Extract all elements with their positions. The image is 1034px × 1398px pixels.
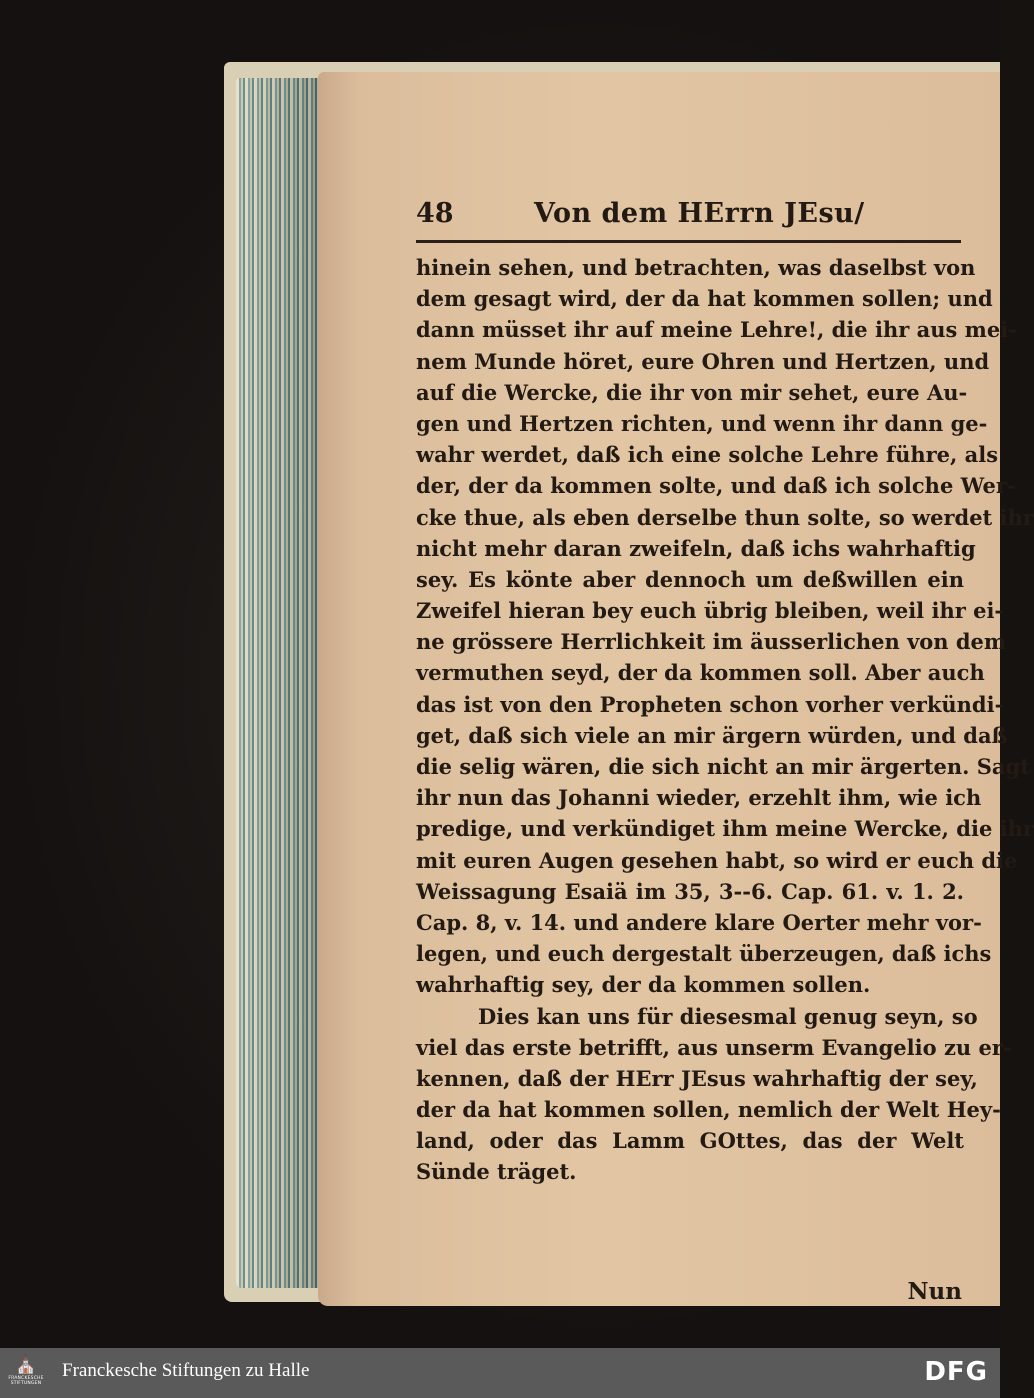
text-line: get, daß sich viele an mir ärgern würden, und daß (416, 722, 1008, 748)
text-line: der da hat kommen sollen, nemlich der Welt Hey- (416, 1097, 1001, 1123)
dfg-logo[interactable]: DFG (924, 1357, 988, 1387)
body-text (416, 252, 1034, 1188)
text-line: kennen, daß der HErr JEsus wahrhaftig der sey, (416, 1065, 978, 1091)
logo-text: FRANCKESCHE STIFTUNGEN (8, 1376, 44, 1386)
text-line: die selig wären, die sich nicht an mir ärgerten. Sagt (416, 754, 1030, 779)
text-line: vermuthen seyd, der da kommen soll. Aber auch (416, 660, 985, 686)
text-line: wahrhaftig sey, der da kommen sollen. (416, 972, 871, 998)
book-page (318, 72, 1034, 1306)
institution-name[interactable]: Franckesche Stiftungen zu Halle (62, 1360, 310, 1381)
text-line: Dies kan uns für diesesmal genug seyn, so (478, 1003, 978, 1029)
text-line: gen und Hertzen richten, und wenn ihr dann ge- (416, 410, 988, 436)
text-line: dann müsset ihr auf meine Lehre!, die ihr aus mei- (416, 317, 1017, 343)
text-line: Sünde träget. (416, 1159, 577, 1185)
text-line: ihr nun das Johanni wieder, erzehlt ihm, wie ich (416, 785, 982, 811)
text-line: Weissagung Esaiä im 35, 3--6. Cap. 61. v. 1. 2. (416, 878, 964, 904)
page-number: 48 (416, 198, 454, 229)
text-line: nem Munde höret, eure Ohren und Hertzen, und (416, 348, 990, 374)
text-line: Zweifel hieran bey euch übrig bleiben, weil ihr ei- (416, 598, 1004, 624)
catchword: Nun (907, 1278, 962, 1305)
institution-logo[interactable] (8, 1354, 44, 1392)
text-line: das ist von den Propheten schon vorher verkündi- (416, 691, 1004, 717)
building-seal-icon: ⛪ (14, 1354, 38, 1375)
text-line: nicht mehr daran zweifeln, daß ichs wahrhaftig (416, 535, 976, 561)
text-line: auf die Wercke, die ihr von mir sehet, eure Au- (416, 379, 968, 405)
footer-bar (0, 1348, 1000, 1398)
text-line: sey. Es könte aber dennoch um deßwillen ein (416, 566, 964, 592)
text-line: legen, und euch dergestalt überzeugen, daß ichs (416, 941, 992, 967)
text-line: dem gesagt wird, der da hat kommen sollen; und (416, 286, 993, 312)
text-line: viel das erste betrifft, aus unserm Evangelio zu er- (416, 1034, 1012, 1060)
text-line: Cap. 8, v. 14. und andere klare Oerter mehr vor- (416, 909, 982, 935)
text-line: predige, und verkündiget ihm meine Wercke, die ihr (416, 816, 1034, 842)
text-line: wahr werdet, daß ich eine solche Lehre führe, als (416, 442, 999, 468)
text-line: cke thue, als eben derselbe thun solte, so werdet ihr (416, 504, 1034, 530)
text-line: der, der da kommen solte, und daß ich solche Wer- (416, 473, 1016, 499)
text-line: mit euren Augen gesehen habt, so wird er euch die (416, 847, 1018, 873)
header-rule (416, 240, 961, 243)
page-header (416, 198, 976, 238)
text-line: land, oder das Lamm GOttes, das der Welt (416, 1128, 964, 1154)
text-line: hinein sehen, und betrachten, was daselbst von (416, 255, 976, 280)
running-title: Von dem HErrn JEsu/ (534, 198, 865, 229)
text-line: ne grössere Herrlichkeit im äusserlichen von dem (416, 629, 1007, 655)
page-content (416, 198, 1034, 1305)
